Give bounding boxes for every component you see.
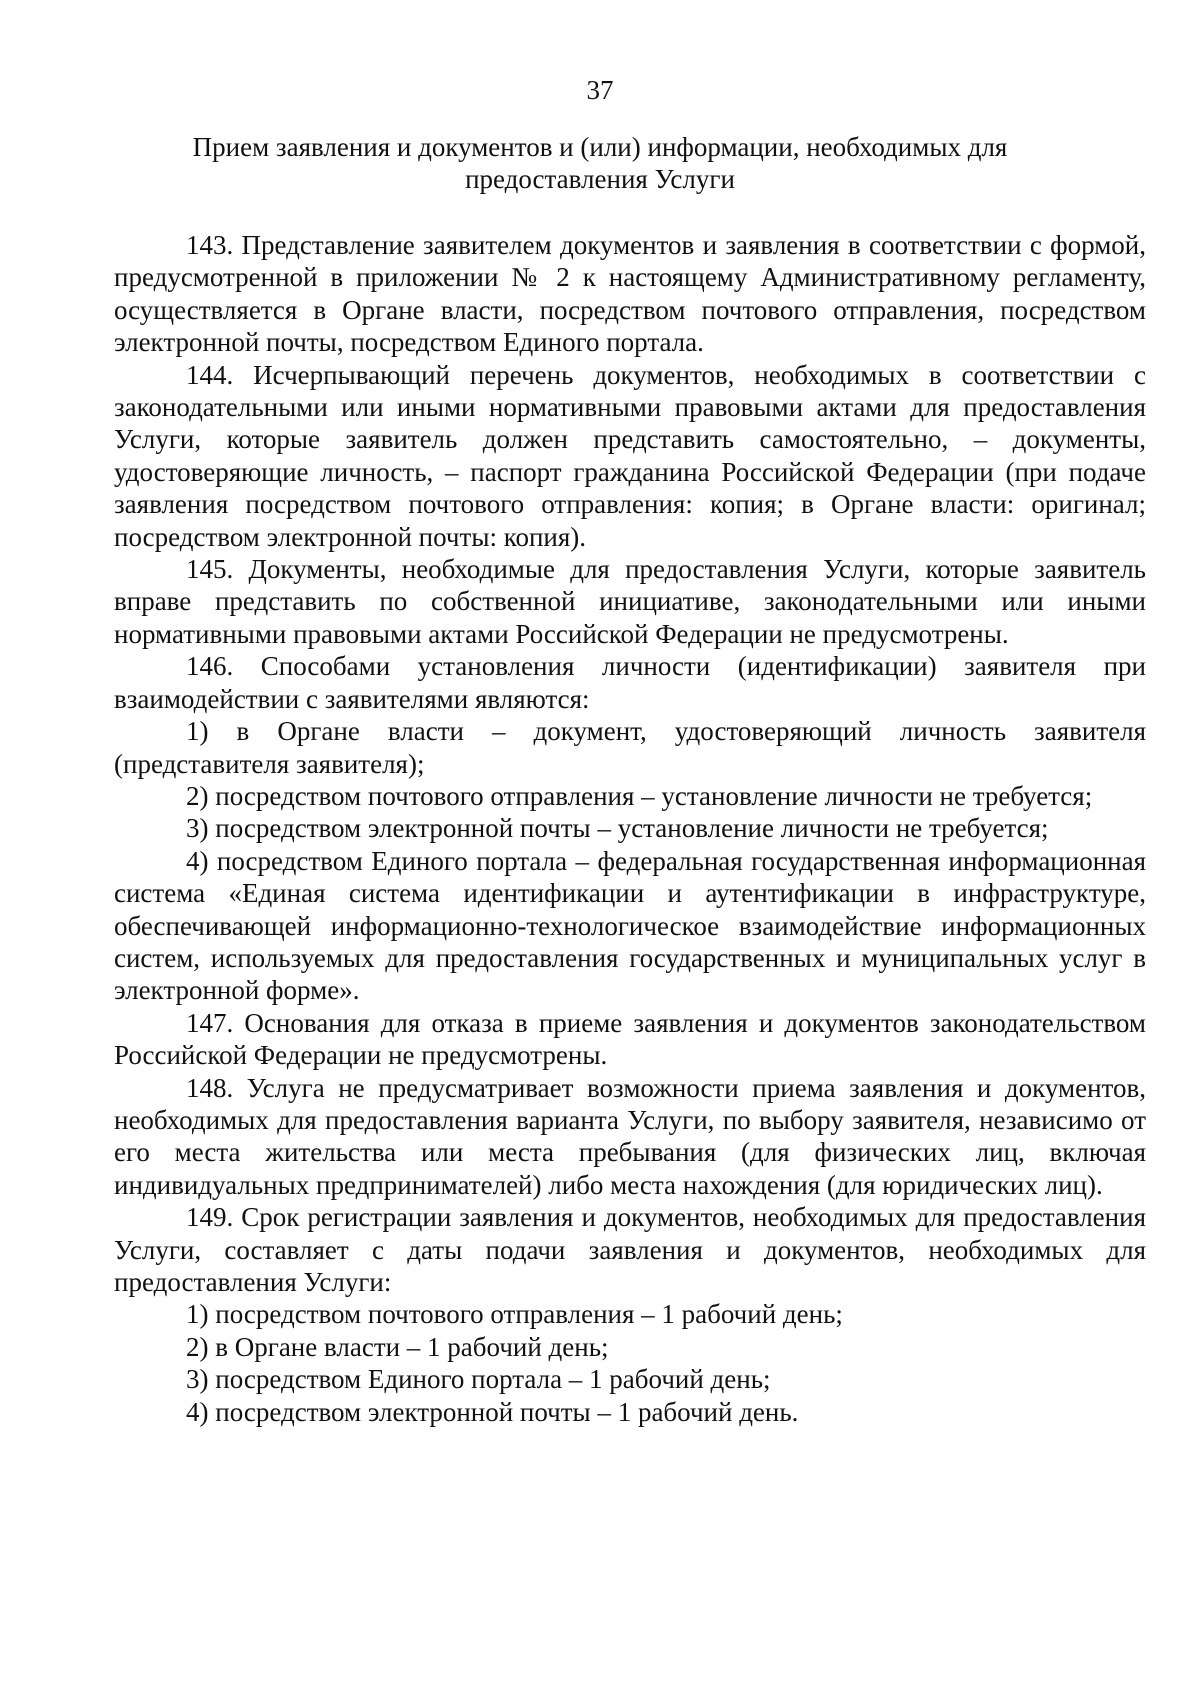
- list-item-149-2: 2) в Органе власти – 1 рабочий день;: [186, 1331, 609, 1362]
- list-item-146-3: 3) посредством электронной почты – установление личности не требуется;: [186, 813, 1049, 844]
- list-item-146-4: 4) посредством Единого портала – федеральная государственная информационная система «Единая система идентификации и аутентификации в инфраструктуре, обеспечивающей информационно-технологическое взаимодействие информационных систем, используемых для предоставления государственных и муниципальных услуг в электронной форме».: [114, 845, 1146, 1006]
- document-body: [114, 229, 1146, 1428]
- paragraph-144: 144. Исчерпывающий перечень документов, необходимых в соответствии с законодательными или иными нормативными правовыми актами для предоставления Услуги, которые заявитель должен представить самостоятельно, – документы, удостоверяющие личность, – паспорт гражданина Российской Федерации (при подаче заявления посредством почтового отправления: копия; в Органе власти: оригинал; посредством электронной почты: копия).: [114, 359, 1146, 552]
- paragraph-145: 145. Документы, необходимые для предоставления Услуги, которые заявитель вправе представить по собственной инициативе, законодательными или иными нормативными правовыми актами Российской Федерации не предусмотрены.: [114, 554, 1146, 649]
- paragraph-143: 143. Представление заявителем документов и заявления в соответствии с формой, предусмотренной в приложении № 2 к настоящему Административному регламенту, осуществляется в Органе власти, посредством почтового отправления, посредством электронной почты, посредством Единого портала.: [114, 230, 1146, 358]
- list-item-146-2: 2) посредством почтового отправления – установление личности не требуется;: [186, 780, 1093, 811]
- list-item-149-4: 4) посредством электронной почты – 1 рабочий день.: [186, 1396, 799, 1427]
- paragraph-149: 149. Срок регистрации заявления и документов, необходимых для предоставления Услуги, составляет с даты подачи заявления и документов, необходимых для предоставления Услуги:: [114, 1202, 1146, 1297]
- paragraph-147: 147. Основания для отказа в приеме заявления и документов законодательством Российской Федерации не предусмотрены.: [114, 1007, 1146, 1071]
- section-title: Прием заявления и документов и (или) информации, необходимых для предоставления Услуги: [192, 132, 1008, 194]
- paragraph-148: 148. Услуга не предусматривает возможности приема заявления и документов, необходимых для предоставления варианта Услуги, по выбору заявителя, независимо от его места жительства или места пребывания (для физических лиц, включая индивидуальных предпринимателей) либо места нахождения (для юридических лиц).: [114, 1072, 1146, 1200]
- list-item-149-3: 3) посредством Единого портала – 1 рабочий день;: [186, 1364, 771, 1395]
- list-item-146-1: 1) в Органе власти – документ, удостоверяющий личность заявителя (представителя заявителя);: [114, 716, 1146, 779]
- page-number: 37: [586, 75, 614, 105]
- list-item-149-1: 1) посредством почтового отправления – 1 рабочий день;: [186, 1299, 843, 1330]
- paragraph-146: 146. Способами установления личности (идентификации) заявителя при взаимодействии с заявителями являются:: [114, 651, 1146, 714]
